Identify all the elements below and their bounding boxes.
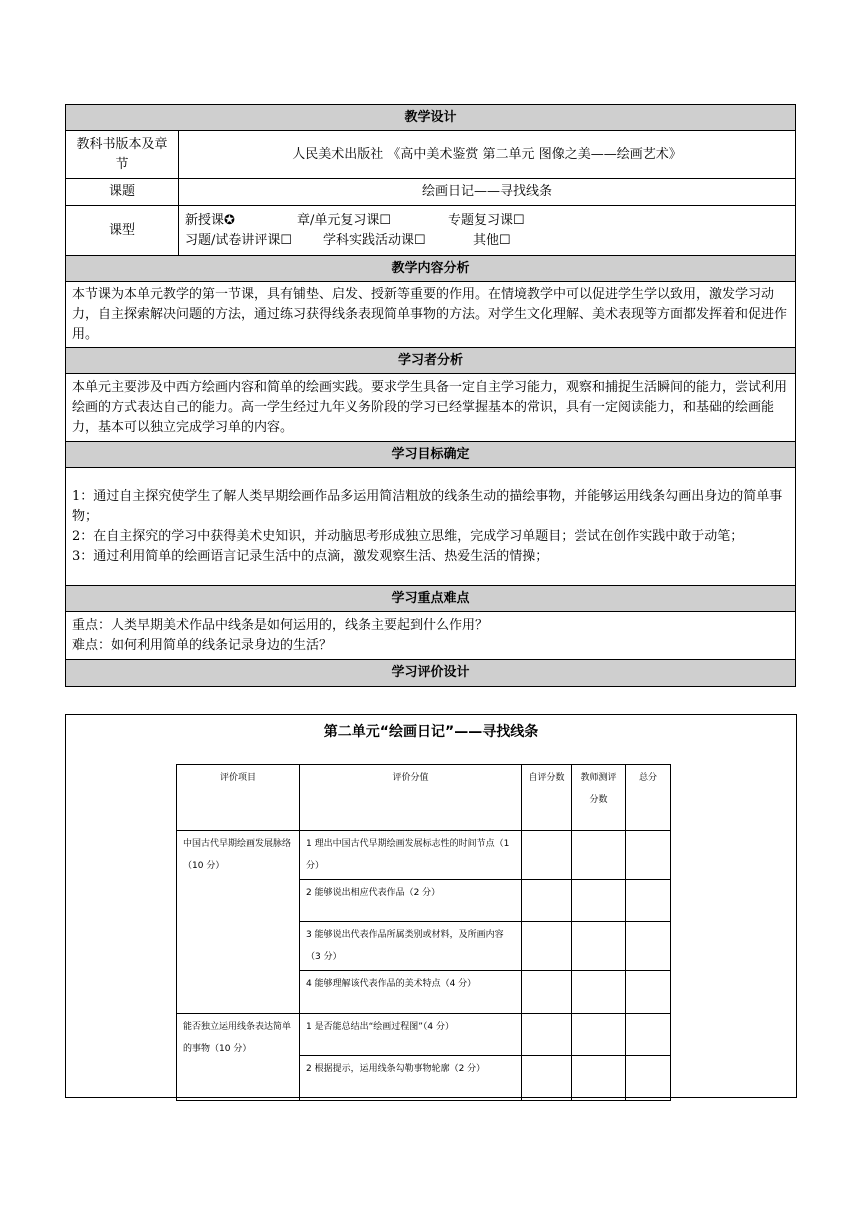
- teacher-score-cell[interactable]: [572, 831, 626, 880]
- total-score-cell[interactable]: [626, 971, 671, 1014]
- teacher-score-cell[interactable]: [572, 1014, 626, 1056]
- topic-label: 课题: [66, 179, 179, 206]
- learner-analysis-heading: 学习者分析: [66, 348, 796, 374]
- key-points-heading: 学习重点难点: [66, 586, 796, 612]
- self-score-cell[interactable]: [522, 880, 572, 922]
- evaluation-design-heading: 学习评价设计: [66, 660, 796, 687]
- type-option-topic-review[interactable]: 专题复习课☐: [448, 212, 525, 228]
- group2-label: 能否独立运用线条表达简单的事物（10 分）: [177, 1014, 300, 1101]
- criteria-cell: 3 能够说出代表作品所属类别或材料，及所画内容（3 分）: [300, 922, 522, 971]
- learning-goal-3: 3：通过利用简单的绘画语言记录生活中的点滴，激发观察生活、热爱生活的情操；: [72, 548, 549, 564]
- group1-score: （10 分）: [183, 861, 225, 871]
- type-label: 课型: [66, 206, 179, 256]
- criteria-cell: 1 理出中国古代早期绘画发展标志性的时间节点（1 分）: [300, 831, 522, 880]
- total-score-cell[interactable]: [626, 880, 671, 922]
- self-score-cell[interactable]: [522, 831, 572, 880]
- key-point: 重点：人类早期美术作品中线条是如何运用的，线条主要起到什么作用？: [72, 617, 489, 633]
- self-score-cell[interactable]: [522, 922, 572, 971]
- type-options: [179, 206, 796, 256]
- learning-goal-2: 2：在自主探究的学习中获得美术史知识，并动脑思考形成独立思维，完成学习单题目；尝试在创作实践中敢于动笔；: [72, 528, 744, 544]
- total-score-cell[interactable]: [626, 1056, 671, 1101]
- criteria-cell: 2 能够说出相应代表作品（2 分）: [300, 880, 522, 922]
- teacher-score-cell[interactable]: [572, 971, 626, 1014]
- self-score-cell[interactable]: [522, 1056, 572, 1101]
- evaluation-section: [65, 714, 797, 1098]
- criteria-cell: 4 能够理解该代表作品的美术特点（4 分）: [300, 971, 522, 1014]
- type-option-practice[interactable]: 学科实践活动课☐: [323, 232, 426, 248]
- key-points-list: [66, 612, 796, 660]
- criteria-cell: 2 根据提示，运用线条勾勒事物轮廓（2 分）: [300, 1056, 522, 1101]
- teacher-score-cell[interactable]: [572, 880, 626, 922]
- self-score-cell[interactable]: [522, 1014, 572, 1056]
- textbook-label: 教科书版本及章节: [66, 131, 179, 179]
- learning-goal-1: 1：通过自主探究使学生了解人类早期绘画作品多运用简洁粗放的线条生动的描绘事物，并能够运用线条勾画出身边的简单事物；: [72, 488, 783, 524]
- total-score-cell[interactable]: [626, 1014, 671, 1056]
- teacher-score-cell[interactable]: [572, 922, 626, 971]
- content-analysis-heading: 教学内容分析: [66, 256, 796, 282]
- total-score-cell[interactable]: [626, 922, 671, 971]
- self-score-cell[interactable]: [522, 971, 572, 1014]
- topic-value: 绘画日记——寻找线条: [179, 179, 796, 206]
- header-teacher-score: 教师测评分数: [572, 765, 626, 831]
- group1-cell: [177, 831, 300, 1014]
- design-title: 教学设计: [66, 105, 796, 131]
- content-analysis-text: 本节课为本单元教学的第一节课，具有铺垫、启发、授新等重要的作用。在情境教学中可以促进学生学以致用，激发学习动力，自主探索解决问题的方法，通过练习获得线条表现简单事物的方法。对学生文化理解、美术表现等方面都发挥着和促进作用。: [66, 282, 796, 348]
- lesson-design-table: [65, 104, 796, 687]
- header-total: 总分: [626, 765, 671, 831]
- learner-analysis-text: 本单元主要涉及中西方绘画内容和简单的绘画实践。要求学生具备一定自主学习能力，观察和捕捉生活瞬间的能力，尝试利用绘画的方式表达自己的能力。高一学生经过九年义务阶段的学习已经掌握基本的常识，具有一定阅读能力，和基础的绘画能力，基本可以独立完成学习单的内容。: [66, 374, 796, 442]
- group1-label: 中国古代早期绘画发展脉络: [183, 839, 292, 849]
- teacher-score-cell[interactable]: [572, 1056, 626, 1101]
- textbook-value: 人民美术出版社 《高中美术鉴赏 第二单元 图像之美——绘画艺术》: [179, 131, 796, 179]
- header-item: 评价项目: [177, 765, 300, 831]
- type-option-other[interactable]: 其他☐: [473, 232, 511, 248]
- type-option-unit-review[interactable]: 章/单元复习课☐: [297, 212, 392, 228]
- type-option-exercise[interactable]: 习题/试卷讲评课☐: [185, 232, 293, 248]
- header-criteria: 评价分值: [300, 765, 522, 831]
- evaluation-title: 第二单元“绘画日记”——寻找线条: [323, 724, 539, 740]
- evaluation-table: [176, 764, 671, 1101]
- criteria-cell: 1 是否能总结出“绘画过程图”（4 分）: [300, 1014, 522, 1056]
- total-score-cell[interactable]: [626, 831, 671, 880]
- type-option-new[interactable]: 新授课✪: [185, 212, 235, 228]
- learning-goals-heading: 学习目标确定: [66, 442, 796, 468]
- learning-goals-list: [66, 468, 796, 586]
- difficult-point: 难点：如何利用简单的线条记录身边的生活？: [72, 637, 333, 653]
- header-self-score: 自评分数: [522, 765, 572, 831]
